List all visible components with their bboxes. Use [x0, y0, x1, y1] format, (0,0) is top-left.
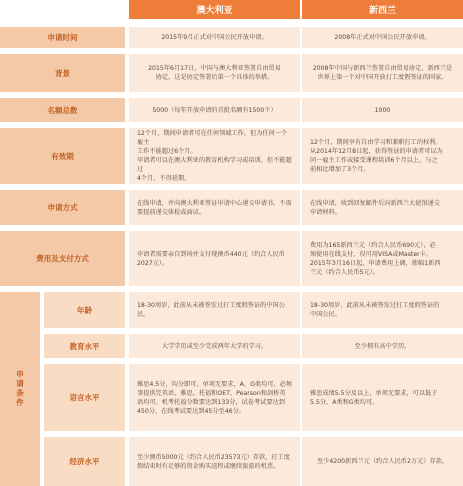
row-label: 背景: [0, 54, 125, 92]
condition-label: 教育水平: [44, 334, 125, 358]
text: 1000: [374, 106, 391, 114]
row-au-value: [129, 128, 300, 184]
text: 2008年中国与新西兰签署自由贸易协定，新西兰是 世界上第一个对中国开放打工度假签证的国家。: [312, 65, 453, 81]
row-label: 名额总数: [0, 98, 125, 122]
text: 在线申请，并向澳大利亚签证申请中心递交申请书，不需 要提前递交体检或面试。: [137, 199, 292, 216]
text: 12个月，期间享有自由学习和兼职打工的权利。 从2014年12月8日起，获得签证的申请者可以为 同一雇主工作或接受课程培训6个月以上，与之 前相比增加了3个月。: [310, 139, 443, 173]
text: 至少澳币5000元（约合人民币23573元）存款，打工度 假结束时有足够的资金购买返程或继续旅游的机票。: [137, 453, 290, 470]
row-nz-value: [302, 27, 463, 48]
row-label: 申请时间: [0, 27, 125, 48]
condition-nz-value: [302, 364, 463, 431]
condition-label: 年龄: [44, 292, 125, 328]
row-nz-value: [302, 231, 463, 286]
condition-au-value: [129, 364, 300, 431]
header-col-newzealand: 新西兰: [302, 0, 463, 19]
row-label: 申请方式: [0, 190, 125, 225]
text: 2008年正式对中国公民开放申请。: [334, 34, 431, 41]
row-au-value: [129, 27, 300, 48]
row-au-value: [129, 190, 300, 225]
row-label: 费用及支付方式: [0, 231, 125, 286]
text: 18-30周岁，此前从未被签发过打工度假签证的中国公民。: [137, 302, 285, 318]
text: 5000（每年开放申请的首批名额有1500个）: [152, 106, 277, 114]
text: 大学学历或至少完成两年大学的学习。: [161, 342, 268, 350]
text: 2015年9月正式对中国公民开放申请。: [161, 34, 268, 41]
conditions-group-label: [0, 292, 40, 486]
row-label: 有效期: [0, 128, 125, 184]
condition-au-value: [129, 334, 300, 358]
row-au-value: [129, 54, 300, 92]
text: 12个月，期间申请者可在任何领域工作，但为任何一个雇主 工作不能超过6个月。 申请者可以在澳大利亚的教育机构学习或培训，但不能超过 4个月，不得延期。: [137, 130, 292, 182]
header-col-australia: 澳大利亚: [129, 0, 300, 19]
row-au-value: [129, 231, 300, 286]
text: 至少4200新西兰元（约合人民币2万元）存款。: [316, 458, 449, 465]
condition-nz-value: [302, 334, 463, 358]
text: 在线申请，收到回复邮件后向新西兰大使馆递交 申请材料。: [310, 199, 440, 216]
text: 18-30周岁，此前从未被签发过打工度假签证的 中国公民。: [310, 302, 440, 318]
text: 雅思4.5分，均分即可，单项无要求，A、G类均可。必须 事提供完英语，雅思、托福和OET、Pearson和剑桥英 语均可。机考托福分数要达到133分，试卷考试要达到 450分，在线考试要达到45分至46分。: [137, 380, 292, 415]
row-nz-value: [302, 190, 463, 225]
row-nz-value: [302, 54, 463, 92]
condition-au-value: [129, 437, 300, 486]
text: 雅思成绩5.5分及以上，单项无要求，可以低于 5.5分，A类和G类均可。: [310, 389, 438, 406]
condition-nz-value: [302, 292, 463, 328]
condition-label: 语言水平: [44, 364, 125, 431]
text: 费用为165新西兰元（约合人民币690元），必 须使用在线支付，仅可用VISA或Master卡。 2015年3月16日起，申请费用上调，涨幅1新西 兰元（约合人民币5元）。: [310, 241, 441, 276]
text: 2015年6月17日，中国与澳大利亚签署自由贸易 协定，这是协定签署后第一个具体的举措。: [148, 65, 281, 81]
row-nz-value: [302, 128, 463, 184]
row-nz-value: [302, 98, 463, 122]
text: 至少拥有高中学历。: [354, 342, 411, 350]
condition-nz-value: [302, 437, 463, 486]
text: 申请者需要亲自到场并支付现澳币440元（约合人民币 2027元）。: [137, 250, 285, 267]
condition-label: 经济水平: [44, 437, 125, 486]
row-au-value: [129, 98, 300, 122]
conditions-group-text: 申请条件: [15, 370, 25, 408]
condition-au-value: [129, 292, 300, 328]
